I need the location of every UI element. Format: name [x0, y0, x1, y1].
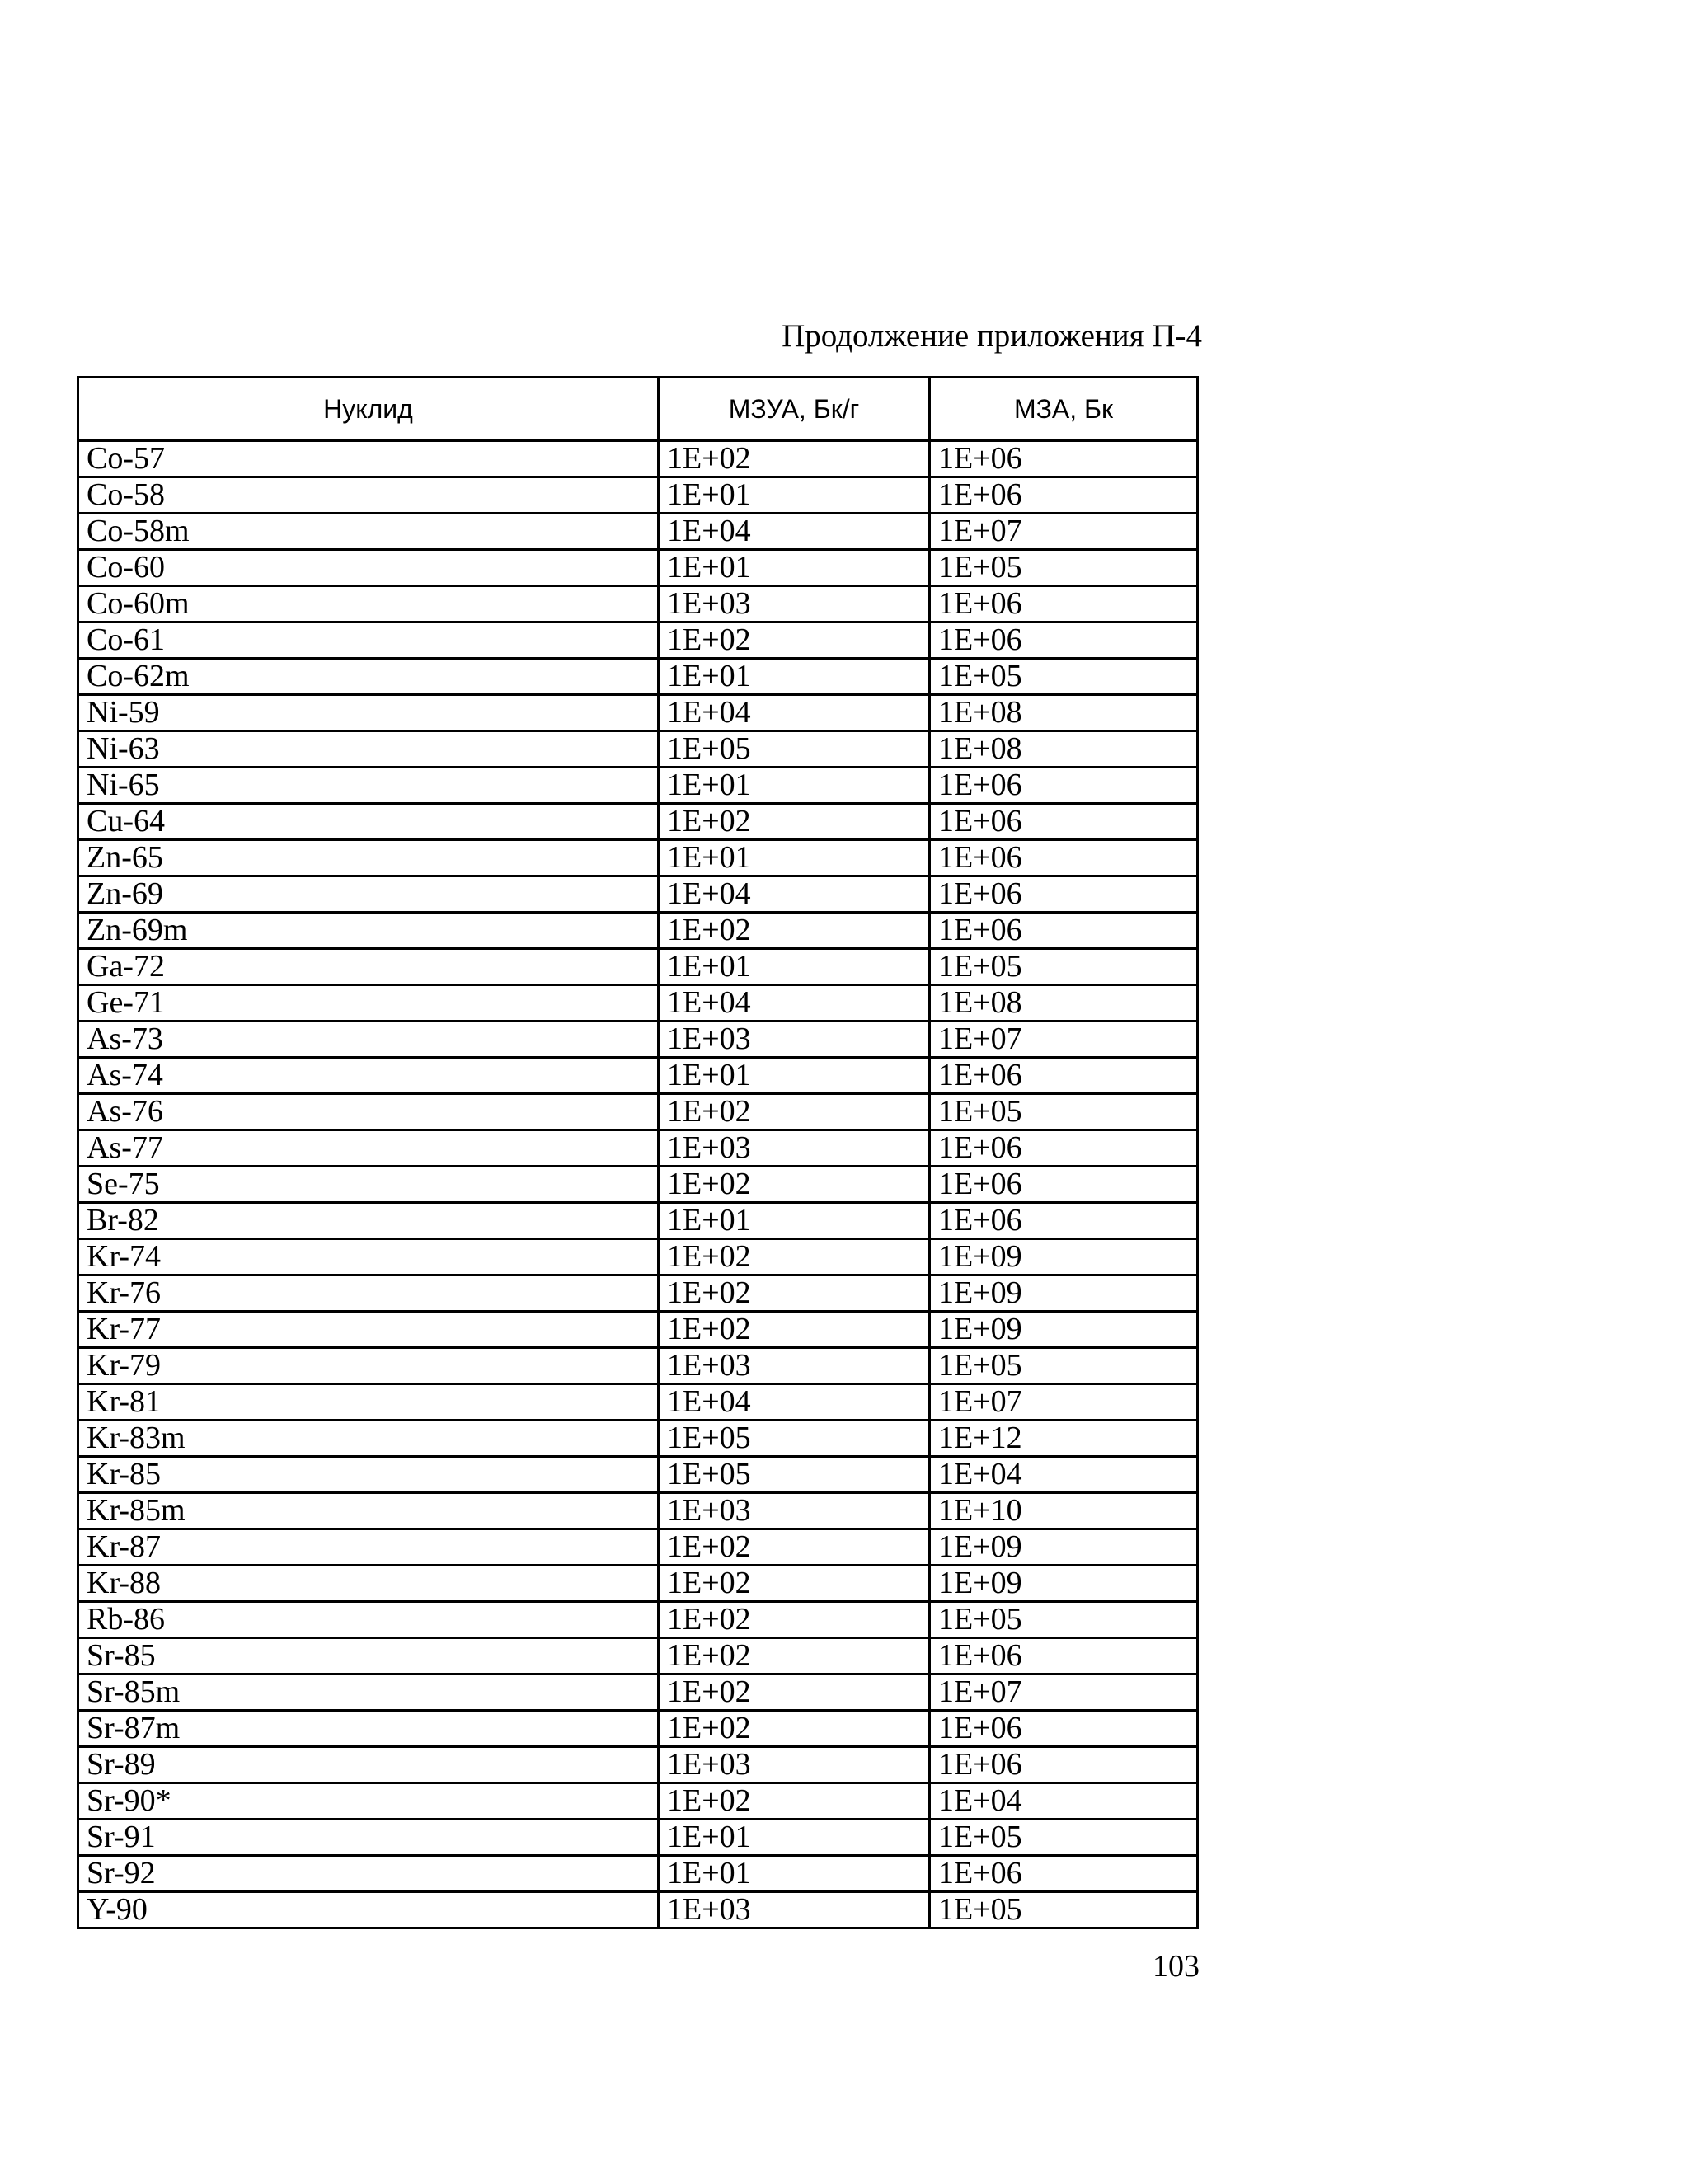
cell-nuclide: Co-60: [78, 550, 659, 586]
cell-mzua: 1E+01: [659, 550, 930, 586]
table-row: [78, 441, 1198, 477]
cell-nuclide: Kr-77: [78, 1312, 659, 1348]
cell-mza: 1E+06: [930, 768, 1198, 804]
cell-nuclide: Sr-87m: [78, 1711, 659, 1747]
cell-nuclide: Kr-85m: [78, 1493, 659, 1529]
table-row: [78, 1421, 1198, 1457]
page-number: 103: [1153, 1949, 1200, 1984]
cell-nuclide: Sr-85m: [78, 1674, 659, 1711]
cell-mza: 1E+07: [930, 1022, 1198, 1058]
cell-nuclide: As-74: [78, 1058, 659, 1094]
cell-mzua: 1E+01: [659, 477, 930, 514]
table-row: [78, 550, 1198, 586]
appendix-caption: Продолжение приложения П-4: [782, 318, 1202, 354]
table-row: [78, 1167, 1198, 1203]
cell-mza: 1E+06: [930, 1856, 1198, 1892]
cell-mzua: 1E+01: [659, 1058, 930, 1094]
cell-mza: 1E+06: [930, 1130, 1198, 1167]
table-row: [78, 695, 1198, 731]
cell-nuclide: Kr-76: [78, 1275, 659, 1312]
cell-nuclide: Kr-81: [78, 1384, 659, 1421]
cell-mzua: 1E+03: [659, 1892, 930, 1928]
cell-mza: 1E+06: [930, 1203, 1198, 1239]
cell-mzua: 1E+02: [659, 1094, 930, 1130]
cell-nuclide: Kr-85: [78, 1457, 659, 1493]
column-header-mza: МЗА, Бк: [930, 378, 1198, 441]
cell-nuclide: Ni-59: [78, 695, 659, 731]
cell-nuclide: Co-60m: [78, 586, 659, 622]
table-row: [78, 1711, 1198, 1747]
cell-mza: 1E+06: [930, 622, 1198, 659]
cell-nuclide: Co-58: [78, 477, 659, 514]
table-row: [78, 1747, 1198, 1783]
table-row: [78, 1130, 1198, 1167]
cell-nuclide: Ni-63: [78, 731, 659, 768]
cell-mzua: 1E+04: [659, 695, 930, 731]
cell-nuclide: Rb-86: [78, 1602, 659, 1638]
cell-nuclide: Co-61: [78, 622, 659, 659]
table-body: [78, 441, 1198, 1928]
cell-mzua: 1E+01: [659, 1820, 930, 1856]
cell-mzua: 1E+02: [659, 1566, 930, 1602]
table-row: [78, 1820, 1198, 1856]
table-row: [78, 1239, 1198, 1275]
cell-mzua: 1E+04: [659, 1384, 930, 1421]
cell-mza: 1E+09: [930, 1275, 1198, 1312]
table-header-row: [78, 378, 1198, 441]
table-row: [78, 1783, 1198, 1820]
table-row: [78, 1384, 1198, 1421]
cell-nuclide: As-73: [78, 1022, 659, 1058]
cell-mza: 1E+05: [930, 1602, 1198, 1638]
cell-mzua: 1E+01: [659, 949, 930, 985]
cell-mzua: 1E+02: [659, 1239, 930, 1275]
cell-mzua: 1E+04: [659, 514, 930, 550]
cell-mza: 1E+08: [930, 985, 1198, 1022]
cell-mzua: 1E+01: [659, 768, 930, 804]
cell-nuclide: As-77: [78, 1130, 659, 1167]
cell-mzua: 1E+02: [659, 1312, 930, 1348]
cell-mza: 1E+08: [930, 731, 1198, 768]
cell-mza: 1E+06: [930, 1747, 1198, 1783]
cell-mzua: 1E+02: [659, 913, 930, 949]
table-row: [78, 1493, 1198, 1529]
cell-mzua: 1E+03: [659, 1130, 930, 1167]
cell-mza: 1E+06: [930, 1058, 1198, 1094]
cell-mzua: 1E+02: [659, 1674, 930, 1711]
table-row: [78, 913, 1198, 949]
cell-mza: 1E+06: [930, 876, 1198, 913]
cell-mza: 1E+06: [930, 477, 1198, 514]
cell-mza: 1E+05: [930, 949, 1198, 985]
table-row: [78, 1602, 1198, 1638]
table-row: [78, 949, 1198, 985]
cell-mza: 1E+09: [930, 1566, 1198, 1602]
cell-mza: 1E+08: [930, 695, 1198, 731]
cell-mzua: 1E+03: [659, 1022, 930, 1058]
cell-mza: 1E+07: [930, 1674, 1198, 1711]
table-row: [78, 1312, 1198, 1348]
cell-mzua: 1E+02: [659, 1711, 930, 1747]
cell-nuclide: Sr-90*: [78, 1783, 659, 1820]
table-row: [78, 1674, 1198, 1711]
cell-nuclide: Co-57: [78, 441, 659, 477]
cell-mzua: 1E+02: [659, 804, 930, 840]
table-row: [78, 1058, 1198, 1094]
cell-mza: 1E+05: [930, 1348, 1198, 1384]
cell-mzua: 1E+03: [659, 1348, 930, 1384]
cell-nuclide: Ga-72: [78, 949, 659, 985]
table-row: [78, 840, 1198, 876]
cell-mza: 1E+06: [930, 804, 1198, 840]
cell-nuclide: Zn-65: [78, 840, 659, 876]
cell-mza: 1E+10: [930, 1493, 1198, 1529]
table-row: [78, 1457, 1198, 1493]
cell-mzua: 1E+03: [659, 1493, 930, 1529]
cell-mza: 1E+06: [930, 586, 1198, 622]
table-row: [78, 1094, 1198, 1130]
cell-nuclide: Zn-69m: [78, 913, 659, 949]
cell-mza: 1E+05: [930, 659, 1198, 695]
cell-mzua: 1E+02: [659, 1638, 930, 1674]
table-row: [78, 1638, 1198, 1674]
table-row: [78, 1022, 1198, 1058]
table-row: [78, 1566, 1198, 1602]
table-row: [78, 804, 1198, 840]
cell-nuclide: Kr-74: [78, 1239, 659, 1275]
cell-mzua: 1E+01: [659, 1203, 930, 1239]
column-header-nuclide: Нуклид: [78, 378, 659, 441]
table-row: [78, 731, 1198, 768]
cell-mza: 1E+06: [930, 840, 1198, 876]
cell-mzua: 1E+04: [659, 876, 930, 913]
table-row: [78, 876, 1198, 913]
table-row: [78, 1892, 1198, 1928]
cell-nuclide: Br-82: [78, 1203, 659, 1239]
cell-mzua: 1E+01: [659, 1856, 930, 1892]
cell-mza: 1E+05: [930, 1820, 1198, 1856]
cell-mzua: 1E+05: [659, 1421, 930, 1457]
cell-mza: 1E+07: [930, 1384, 1198, 1421]
cell-nuclide: Sr-91: [78, 1820, 659, 1856]
table-row: [78, 659, 1198, 695]
cell-mzua: 1E+04: [659, 985, 930, 1022]
cell-mza: 1E+05: [930, 1094, 1198, 1130]
cell-mzua: 1E+03: [659, 586, 930, 622]
cell-mza: 1E+07: [930, 514, 1198, 550]
cell-nuclide: Zn-69: [78, 876, 659, 913]
cell-nuclide: Y-90: [78, 1892, 659, 1928]
cell-mzua: 1E+02: [659, 1602, 930, 1638]
table-row: [78, 477, 1198, 514]
cell-mzua: 1E+05: [659, 1457, 930, 1493]
cell-nuclide: Kr-83m: [78, 1421, 659, 1457]
table-row: [78, 768, 1198, 804]
cell-mzua: 1E+02: [659, 1529, 930, 1566]
cell-mza: 1E+06: [930, 1638, 1198, 1674]
table-row: [78, 1275, 1198, 1312]
cell-mza: 1E+06: [930, 441, 1198, 477]
cell-mzua: 1E+02: [659, 1783, 930, 1820]
cell-nuclide: Sr-85: [78, 1638, 659, 1674]
cell-nuclide: As-76: [78, 1094, 659, 1130]
cell-mza: 1E+06: [930, 1711, 1198, 1747]
table-row: [78, 514, 1198, 550]
table-row: [78, 1856, 1198, 1892]
table-row: [78, 1529, 1198, 1566]
nuclide-limits-table: [77, 376, 1199, 1929]
table-row: [78, 1203, 1198, 1239]
cell-mza: 1E+09: [930, 1312, 1198, 1348]
cell-nuclide: Se-75: [78, 1167, 659, 1203]
column-header-mzua: МЗУА, Бк/г: [659, 378, 930, 441]
cell-nuclide: Co-58m: [78, 514, 659, 550]
cell-nuclide: Co-62m: [78, 659, 659, 695]
cell-mza: 1E+06: [930, 1167, 1198, 1203]
cell-mzua: 1E+05: [659, 731, 930, 768]
table-row: [78, 622, 1198, 659]
cell-mza: 1E+05: [930, 550, 1198, 586]
cell-mzua: 1E+02: [659, 1167, 930, 1203]
cell-nuclide: Kr-87: [78, 1529, 659, 1566]
cell-nuclide: Ge-71: [78, 985, 659, 1022]
cell-nuclide: Sr-89: [78, 1747, 659, 1783]
cell-mzua: 1E+02: [659, 441, 930, 477]
cell-nuclide: Kr-88: [78, 1566, 659, 1602]
cell-mzua: 1E+02: [659, 1275, 930, 1312]
cell-mza: 1E+09: [930, 1239, 1198, 1275]
table-row: [78, 1348, 1198, 1384]
cell-mza: 1E+12: [930, 1421, 1198, 1457]
cell-nuclide: Cu-64: [78, 804, 659, 840]
cell-nuclide: Kr-79: [78, 1348, 659, 1384]
cell-mzua: 1E+01: [659, 840, 930, 876]
cell-mza: 1E+04: [930, 1783, 1198, 1820]
cell-mza: 1E+04: [930, 1457, 1198, 1493]
cell-nuclide: Sr-92: [78, 1856, 659, 1892]
cell-mzua: 1E+02: [659, 622, 930, 659]
cell-mza: 1E+09: [930, 1529, 1198, 1566]
cell-mza: 1E+05: [930, 1892, 1198, 1928]
cell-nuclide: Ni-65: [78, 768, 659, 804]
cell-mzua: 1E+01: [659, 659, 930, 695]
table-row: [78, 586, 1198, 622]
cell-mzua: 1E+03: [659, 1747, 930, 1783]
cell-mza: 1E+06: [930, 913, 1198, 949]
table-row: [78, 985, 1198, 1022]
